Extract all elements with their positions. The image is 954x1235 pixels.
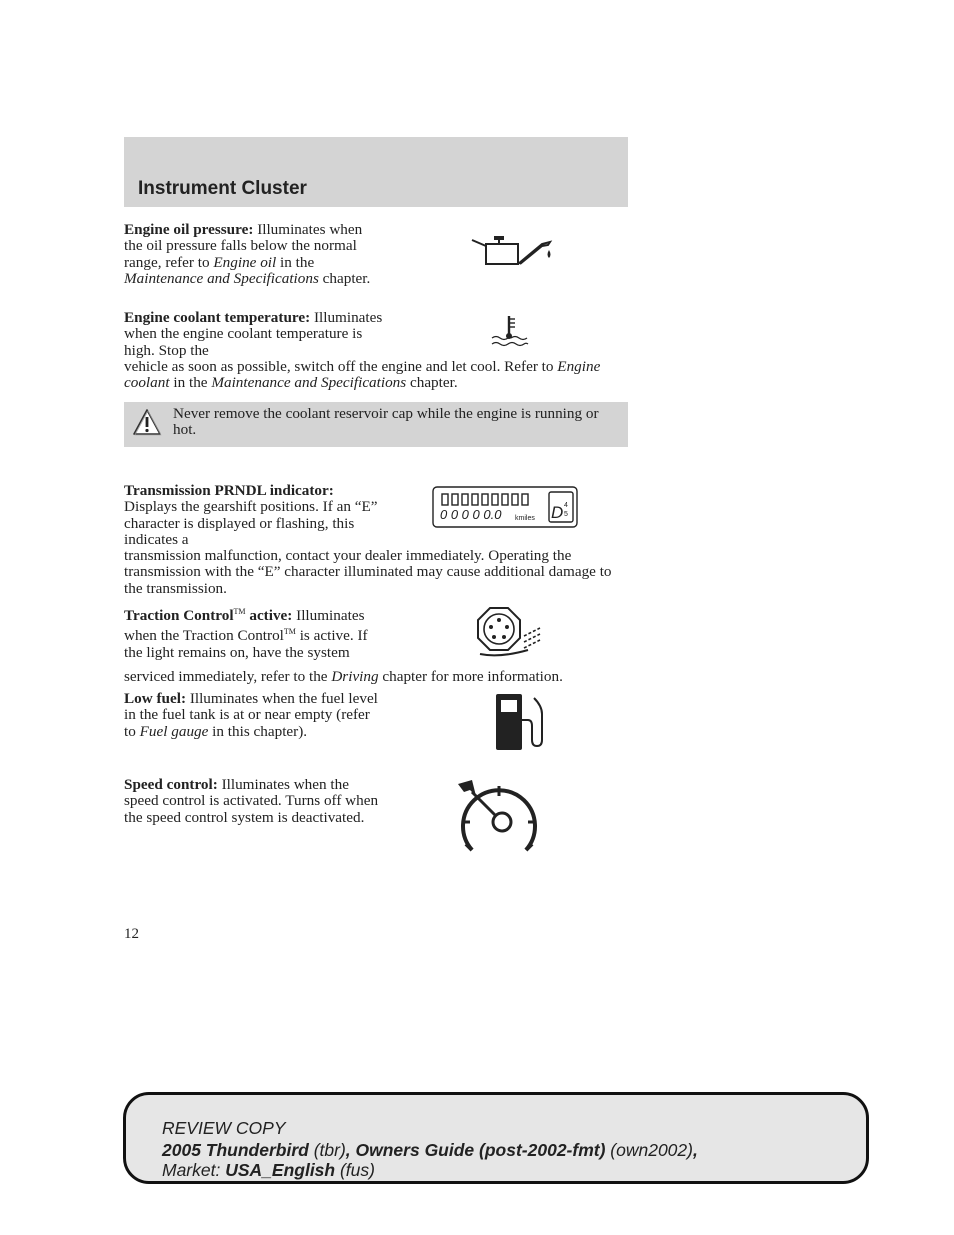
coolant-text-wide: vehicle as soon as possible, switch off the engine and let cool. Refer to Engine coolant in the Maintenance and Specifications chapter.: [124, 358, 601, 392]
prndl-text-narrow: Transmission PRNDL indicator: Displays the gearshift positions. If an “E” character is displayed or flashing, this indicates a: [124, 482, 378, 549]
speed-control-icon: [456, 778, 544, 854]
coolant-text-narrow: Engine coolant temperature: Illuminates when the engine coolant temperature is high. Stop the: [124, 309, 383, 359]
traction-text-wide: serviced immediately, refer to the Driving chapter for more information.: [124, 668, 563, 685]
oil-pressure-heading: Engine oil pressure:: [124, 221, 254, 238]
footer-document-line: 2005 Thunderbird (tbr), Owners Guide (post-2002-fmt) (own2002),: [162, 1140, 698, 1160]
thermometer-icon: [490, 314, 530, 348]
odometer-readout: 0 0 0 0 0.0: [440, 507, 502, 522]
footer-review-copy: REVIEW COPY: [162, 1118, 286, 1138]
prndl-heading: Transmission PRNDL indicator:: [124, 482, 334, 499]
speed-control-text: Speed control: Illuminates when the speed control is activated. Turns off when the speed control system is deactivated.: [124, 776, 379, 826]
traction-text-narrow: Traction Control™ active: Illuminates when the Traction Control™ is active. If the light remains on, have the system: [124, 607, 368, 661]
traction-heading: Traction Control™ active:: [124, 607, 293, 625]
gear-letter: D: [551, 503, 564, 522]
coolant-heading: Engine coolant temperature:: [124, 309, 311, 326]
gear-sub-top: 4: [564, 502, 568, 509]
page-number: 12: [124, 926, 139, 942]
oil-pressure-text: Engine oil pressure: Illuminates when the oil pressure falls below the normal range, refer to Engine oil in the Maintenance and Specifications chapter.: [124, 221, 371, 288]
traction-control-icon: [474, 606, 546, 658]
low-fuel-text: Low fuel: Illuminates when the fuel level in the fuel tank is at or near empty (refer to Fuel gauge in this chapter).: [124, 690, 378, 740]
warning-text: Never remove the coolant reservoir cap while the engine is running or hot.: [173, 405, 599, 439]
warning-triangle-icon: [132, 408, 162, 436]
odometer-unit: kmiles: [515, 515, 535, 522]
chapter-title: Instrument Cluster: [138, 178, 307, 199]
prndl-text-wide: transmission malfunction, contact your dealer immediately. Operating the transmission with the “E” character illuminated may cause additional damage to the transmission.: [124, 547, 612, 597]
odometer-display-icon: [432, 486, 578, 528]
fuel-pump-icon: [494, 692, 546, 752]
speed-control-heading: Speed control:: [124, 776, 218, 793]
oil-can-icon: [468, 232, 558, 272]
low-fuel-heading: Low fuel:: [124, 690, 187, 707]
footer-market-line: Market: USA_English (fus): [162, 1160, 375, 1180]
gear-sub-bottom: 5: [564, 511, 568, 518]
